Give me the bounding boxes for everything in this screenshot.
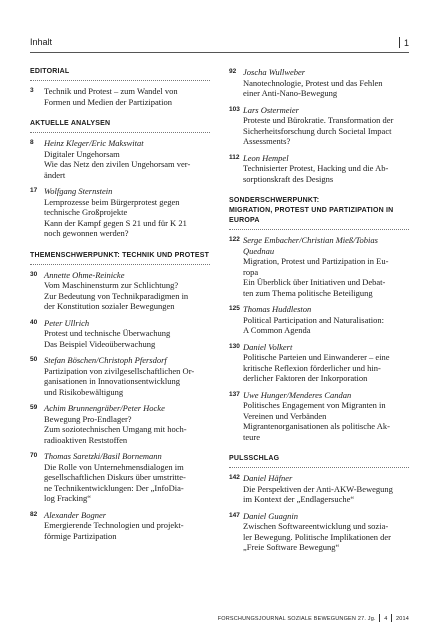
entry-body: [44, 510, 210, 542]
toc-entry: [229, 153, 409, 185]
section-divider: [229, 229, 409, 230]
entry-author: Thomas Huddleston: [243, 304, 312, 314]
entry-title-line: Nanotechnologie, Protest und das Fehlen: [243, 77, 383, 88]
toc-section: [30, 67, 210, 107]
entry-body: [243, 153, 409, 185]
entry-body: [44, 138, 210, 180]
page-number-block: [399, 37, 409, 48]
toc-entry: [229, 390, 409, 443]
journal-issue: 4: [384, 616, 388, 622]
toc-section: [229, 67, 409, 184]
separator-bar: [391, 614, 392, 622]
entry-title-line: ändert: [44, 169, 66, 180]
entry-title-line: Migration, Protest und Partizipation in Eu-: [243, 256, 389, 266]
entry-body: [243, 235, 409, 298]
entry-page-number: 103: [229, 105, 240, 113]
entry-title-line: ne Technikentwicklungen: Der „InfoDia-: [44, 482, 184, 493]
toc-entry: [30, 86, 210, 107]
toc-entry: [229, 235, 409, 298]
entry-title-line: Die Rolle von Unternehmensdialogen im: [44, 461, 184, 472]
entry-title-line: Formen und Medien der Partizipation: [44, 96, 172, 107]
section-title: THEMENSCHWERPUNKT: TECHNIK UND PROTEST: [30, 251, 210, 259]
entry-page-number: 92: [229, 68, 237, 75]
entry-author: Peter Ullrich: [44, 317, 90, 328]
entry-author: Wolfgang Sternstein: [44, 186, 113, 196]
entry-title-line: förmige Partizipation: [44, 530, 117, 541]
entry-page-number: 3: [30, 87, 34, 94]
entry-page-number: 147: [229, 511, 240, 519]
entry-title-line: Assessments?: [243, 136, 291, 146]
entry-body: [44, 270, 210, 312]
entry-body: [243, 473, 409, 505]
entry-author: Achim Brunnengräber/Peter Hocke: [44, 403, 165, 413]
entry-body: [44, 451, 210, 504]
entry-title-line: Protest und technische Überwachung: [44, 328, 171, 338]
entry-author: Serge Embacher/Christian Mieß/Tobias: [243, 235, 378, 245]
entry-title-line: ropa: [243, 266, 259, 277]
entry-author: Leon Hempel: [243, 152, 289, 163]
entry-title-line: Migrantenorganisationen als politische Ak-: [243, 421, 390, 431]
entry-title-line: der Konstitution sozialer Bewegungen: [44, 301, 175, 311]
entry-title-line: Zur Bedeutung von Technikparadigmen in: [44, 290, 189, 301]
section-divider: [30, 80, 210, 81]
entry-page-number: 122: [229, 236, 240, 243]
entry-author: Quednau: [243, 245, 275, 256]
entry-title-line: ganisationen in Innovationsentwicklung: [44, 376, 180, 386]
entry-page-number: 142: [229, 474, 240, 481]
entry-author: Daniel Guagnin: [243, 510, 299, 521]
entry-page-number: 112: [229, 153, 240, 161]
toc-section: [229, 196, 409, 442]
entry-body: [243, 304, 409, 336]
toc-section: [229, 454, 409, 553]
toc-entry: [30, 138, 210, 180]
entry-title-line: radioaktiven Reststoffen: [44, 434, 128, 445]
entry-title-line: Die Perspektiven der Anti-AKW-Bewegung: [243, 483, 393, 494]
entry-author: Daniel Volkert: [243, 341, 293, 352]
page-title: Inhalt: [30, 37, 53, 47]
entry-title-line: ten zum Thema politische Beteiligung: [243, 287, 373, 298]
separator-bar: [399, 37, 400, 48]
entry-title-line: Politisches Engagement von Migranten in: [243, 400, 386, 410]
entry-title-line: A Common Agenda: [243, 325, 311, 335]
toc-entry: [30, 186, 210, 239]
entry-title-line: noch gewonnen werden?: [44, 228, 129, 238]
entry-body: [243, 105, 409, 147]
entry-page-number: 30: [30, 270, 38, 278]
section-divider: [30, 264, 210, 265]
entry-author: Alexander Bogner: [44, 509, 107, 520]
entry-body: [243, 67, 409, 99]
journal-name: FORSCHUNGSJOURNAL SOZIALE BEWEGUNGEN: [217, 616, 357, 622]
section-title: PULSSCHLAG: [229, 455, 280, 462]
entry-title-line: Emergierende Technologien und projekt-: [44, 520, 184, 530]
section-title: SONDERSCHWERPUNKT:: [229, 197, 320, 204]
entry-author: Thomas Saretzki/Basil Bornemann: [44, 451, 162, 461]
entry-title-line: log Fracking“: [44, 493, 91, 503]
entry-author: Uwe Hunger/Menderes Candan: [243, 389, 352, 400]
entry-page-number: 8: [30, 139, 34, 146]
toc-entry: [229, 511, 409, 553]
entry-title-line: Zwischen Softwareentwicklung und sozia-: [243, 521, 389, 531]
entry-title-line: Vereinen und Verbänden: [243, 410, 327, 421]
entry-title-line: Technisierter Protest, Hacking und die Ab-: [243, 163, 389, 173]
toc-entry: [229, 473, 409, 505]
entry-page-number: 137: [229, 390, 240, 398]
entry-author: Heinz Kleger/Eric Makswitat: [44, 138, 144, 148]
entry-page-number: 70: [30, 452, 38, 459]
toc-entry: [229, 304, 409, 336]
entry-title-line: sorptionskraft des Designs: [243, 173, 334, 184]
entry-body: [44, 186, 210, 239]
toc-entry: [30, 451, 210, 504]
entry-body: [44, 355, 210, 397]
page-number: 1: [403, 38, 409, 48]
section-divider: [229, 467, 409, 468]
entry-title-line: und Risikobewältigung: [44, 386, 124, 397]
entry-author: Annette Ohme-Reinicke: [44, 269, 125, 280]
entry-page-number: 59: [30, 404, 38, 411]
header-rule: [30, 52, 409, 53]
entry-title-line: Political Participation and Naturalisation:: [243, 314, 384, 325]
journal-volume: 27. Jg.: [357, 616, 376, 622]
entry-title-line: im Kontext der „Endlagersuche“: [243, 494, 355, 504]
entry-title-line: Bewegung Pro-Endlager?: [44, 413, 132, 424]
entry-title-line: Proteste und Bürokratie. Transformation der: [243, 115, 394, 125]
toc-entry: [30, 270, 210, 312]
entry-title-line: Zum soziotechnischen Umgang mit hoch-: [44, 424, 187, 434]
toc-entry: [30, 355, 210, 397]
entry-body: [243, 342, 409, 384]
section-divider: [30, 132, 210, 133]
section-title: MIGRATION, PROTEST UND PARTIZIPATION IN EUROPA: [229, 207, 394, 224]
toc-section: [30, 119, 210, 239]
entry-title-line: „Freie Software Bewegung“: [243, 542, 340, 552]
toc-left-column: [30, 67, 210, 553]
entry-page-number: 125: [229, 305, 240, 312]
entry-body: [44, 403, 210, 445]
journal-year: 2014: [395, 616, 409, 622]
entry-title-line: teure: [243, 431, 260, 442]
entry-page-number: 40: [30, 318, 38, 326]
toc-entry: [30, 510, 210, 542]
toc-entry: [229, 67, 409, 99]
entry-author: Stefan Böschen/Christoph Pfersdorf: [44, 355, 167, 365]
entry-title-line: Sicherheitsforschung durch Societal Impact: [243, 125, 392, 136]
entry-title-line: Technik und Protest – zum Wandel von: [44, 86, 178, 96]
toc-entry: [30, 403, 210, 445]
entry-title-line: derlicher Faktoren der Inkorporation: [243, 373, 368, 383]
section-title: EDITORIAL: [30, 68, 70, 75]
entry-title-line: kritische Reflexion förderlicher und hin-: [243, 362, 381, 373]
entry-page-number: 130: [229, 342, 240, 350]
entry-author: Daniel Häfner: [243, 473, 293, 483]
entry-author: Joscha Wullweber: [243, 67, 306, 77]
entry-title-line: Kann der Kampf gegen S 21 und für K 21: [44, 217, 187, 228]
entry-title-line: Das Beispiel Videoüberwachung: [44, 338, 156, 349]
toc-section: [30, 251, 210, 542]
entry-author: Lars Ostermeier: [243, 104, 299, 115]
entry-title-line: Ein Überblick über Initiativen und Debat-: [243, 277, 386, 287]
separator-bar: [379, 614, 380, 622]
toc-entry: [30, 318, 210, 350]
entry-page-number: 82: [30, 510, 38, 518]
page-header: [30, 34, 409, 52]
entry-page-number: 17: [30, 187, 38, 194]
toc-entry: [229, 105, 409, 147]
entry-title-line: Partizipation von zivilgesellschaftlichen Or-: [44, 365, 195, 376]
entry-title-line: einer Anti-Nano-Bewegung: [243, 88, 338, 98]
entry-body: [44, 86, 210, 107]
entry-title-line: Vom Maschinensturm zur Schlichtung?: [44, 280, 179, 290]
entry-title-line: Wie das Netz den zivilen Ungehorsam ver-: [44, 159, 191, 169]
entry-title-line: gesellschaftlichen Diskurs über umstritte-: [44, 472, 186, 482]
entry-title-line: Lernprozesse beim Bürgerprotest gegen: [44, 196, 180, 207]
entry-title-line: Digitaler Ungehorsam: [44, 148, 120, 159]
entry-title-line: Politische Parteien und Einwanderer – eine: [243, 352, 390, 362]
page-footer: [200, 614, 409, 622]
entry-body: [243, 390, 409, 443]
entry-title-line: ler Bewegung. Politische Implikationen der: [243, 531, 392, 542]
entry-title-line: technische Großprojekte: [44, 207, 128, 217]
toc-right-column: [229, 67, 409, 565]
entry-body: [44, 318, 210, 350]
toc-entry: [229, 342, 409, 384]
section-title: AKTUELLE ANALYSEN: [30, 120, 111, 127]
entry-body: [243, 511, 409, 553]
entry-page-number: 50: [30, 356, 38, 363]
